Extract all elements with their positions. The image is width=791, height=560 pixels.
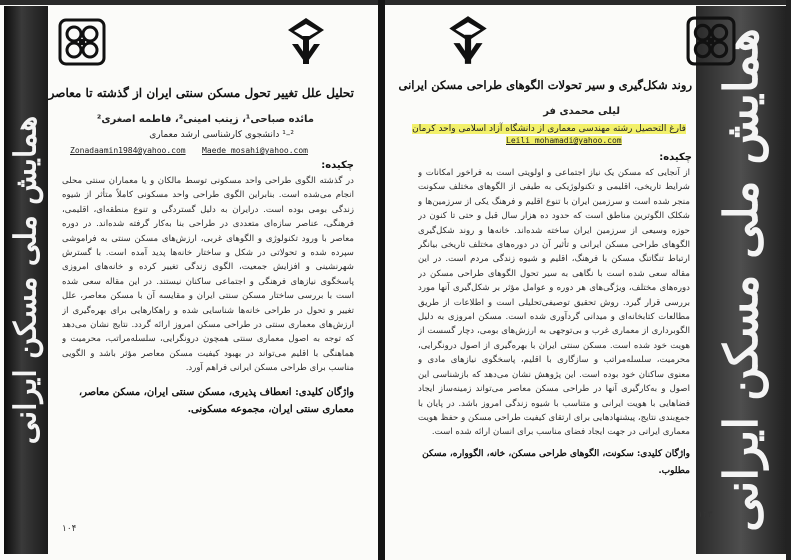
right-article-title: روند شکل‌گیری و سیر تحولات الگوهای طراحی مسکن ایرانی <box>398 78 692 92</box>
left-keywords: واژگان کلیدی: انعطاف پذیری، مسکن سنتی ایران، مسکن معاصر، معماری سنتی ایران، مجموعه مسکونی. <box>78 387 354 415</box>
right-abstract-label: چکیده: <box>659 152 692 163</box>
right-email[interactable] <box>506 136 622 145</box>
left-abstract-label: چکیده: <box>321 160 354 171</box>
university-logo-icon-right <box>446 14 490 68</box>
right-abstract: از آنجایی که مسکن یک نیاز اجتماعی و اولویتی است به فراخور امکانات و شرایط تاریخی، اقلیمی و تکنولوژیکی به طیفی از الگوهای مختلف سکونت منجر شده است و سرزمین ایران با تنوع اقلیم و فرهنگ یکی از سرزمین‌ها و شکلک الگوترین مناطق است که حدود ده هزار سال قبل و حتی تا کنون در حوزه وسیعی از سرزمین ایران ساخته شده‌اند. خانه‌ها و روند شکل‌گیری الگوهای طراحی مسکن ایرانی و تأثیر آن در دوره‌های مختلف تاریخی بیانگر ارتباط تنگاتنگ مسکن با فرهنگ، اقلیم و شیوه زندگی مردم است. در این مقاله سعی شده است با نگاهی به سیر تحول الگوهای طراحی مسکن در دوره‌های مختلف، ویژگی‌های هر دوره و عوامل مؤثر بر شکل‌گیری آنها مورد بررسی قرار گیرد. روش تحقیق توصیفی‌تحلیلی است و اطلاعات از طریق مطالعات کتابخانه‌ای و میدانی گردآوری شده است. مسکن امروزی به دلیل الگوبرداری از معماری غرب و بی‌توجهی به ارزش‌های بومی، دچار گسست از هویت خود شده است. مسکن سنتی ایران با بهره‌گیری از اصول درونگرایی، محرمیت، سلسله‌مراتب و سازگاری با اقلیم، پاسخگوی نیازهای مادی و معنوی ساکنان خود بوده است. این پژوهش نشان می‌دهد که بازشناسی این اصول و به‌کارگیری آنها در طراحی مسکن معاصر می‌تواند زمینه‌ساز ایجاد فضاهایی با هویت ایرانی و متناسب با شیوه زندگی امروز باشد. در پایان با جمع‌بندی نتایج، پیشنهادهایی برای ارتقای کیفیت طراحی مسکن و حفظ هویت معماری ایرانی در جهت ایجاد فضای مناسب برای انسان ارائه شده است. <box>418 168 690 438</box>
left-abstract: در گذشته الگوی طراحی واحد مسکونی توسط مالکان و یا معماران سنتی محلی انجام می‌شده است. بنابراین الگوی طراحی واحد مسکونی کاملاً متأثر از شیوه زندگی بومی بوده است. درایران به دلیل گستردگی و تنوع منطقه‌ای، اقلیمی، فرهنگی، عناصر سازه‌ای متعددی در طراحی بنا به‌کار گرفته شده‌اند. در دوره معاصر با ورود تکنولوژی و الگوهای غربی، ارزش‌های مسکن سنتی به فراموشی سپرده شده و تحولاتی در شکل و ساختار خانه‌ها پدید آمده است. با گسترش شهرنشینی و افزایش جمعیت، الگوی زندگی تغییر کرده و خانه‌های امروزی پاسخگوی نیازهای فرهنگی و اجتماعی ساکنان نیستند. در این مقاله سعی شده است با بررسی ساختار مسکن سنتی ایران و مقایسه آن با مسکن معاصر، علل تغییر و تحول در طراحی خانه‌ها شناسایی شده و راهکارهایی برای بهره‌گیری از ارزش‌های معماری سنتی در طراحی مسکن امروز ارائه گردد. نتایج نشان می‌دهد که توجه به اصول معماری سنتی همچون درونگرایی، سلسله‌مراتب، محرمیت و هماهنگی با اقلیم می‌تواند در بهبود کیفیت مسکن معاصر مؤثر باشد و الگویی مناسب برای طراحی مسکن ایرانی فراهم آورد. <box>62 176 354 374</box>
left-page <box>4 6 376 556</box>
book-gutter <box>378 0 385 560</box>
left-article-title: تحلیل علل تغییر تحول مسکن سنتی ایران از گذشته تا معاصر <box>48 86 354 100</box>
left-authors: مائده صباحی¹، زینب امینی²، فاطمه اصغری² <box>96 114 314 125</box>
right-page <box>388 6 786 556</box>
right-conference-band <box>696 6 786 554</box>
right-affiliation <box>412 124 686 134</box>
scan-top-edge <box>0 0 791 5</box>
right-keywords: واژگان کلیدی: سکونت، الگوهای طراحی مسکن، خانه، الگوواره، مسکن مطلوب. <box>422 449 690 476</box>
left-affiliation: ²–¹ دانشجوی کارشناسی ارشد معماری <box>149 130 294 140</box>
right-band-text: همایش ملی مسکن ایرانی <box>714 28 768 532</box>
left-band-text: همایش ملی مسکن ایرانی <box>8 115 44 445</box>
right-affiliation-text: فارغ التحصیل رشته مهندسی معماری از دانشگاه آزاد اسلامی واحد کرمان <box>412 124 686 134</box>
left-email-2[interactable]: Zonadaamin1984@yahoo.com <box>70 146 186 155</box>
right-page-number: ۱۴۳ <box>698 510 713 520</box>
left-conference-band <box>4 6 48 554</box>
left-email-1[interactable]: Maede_mosahi@yahoo.com <box>202 146 308 155</box>
left-page-number: ۱۰۴ <box>62 524 77 534</box>
scan-right-edge <box>786 0 791 560</box>
university-logo-icon <box>286 16 326 68</box>
conference-emblem-icon-right <box>686 16 736 66</box>
conference-emblem-icon <box>58 18 106 66</box>
right-email-text: Leili_mohamadi@yahoo.com <box>506 136 622 145</box>
right-author: لیلی محمدی فر <box>543 106 620 117</box>
